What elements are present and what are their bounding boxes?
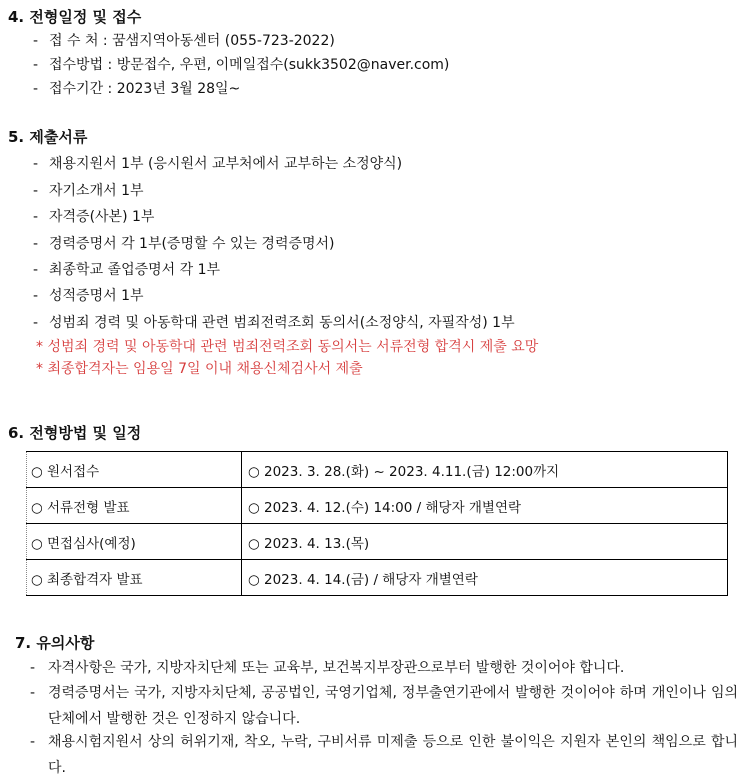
list-item: - 접수방법 : 방문접수, 우편, 이메일접수(sukk3502@naver.com) xyxy=(33,57,450,73)
list-item-text: 자기소개서 1부 xyxy=(49,183,144,199)
list-item: - 접 수 처 : 꿈샘지역아동센터 (055-723-2022) xyxy=(33,33,335,49)
list-item-text: 접수방법 : 방문접수, 우편, 이메일접수(sukk3502@naver.com) xyxy=(49,57,450,73)
list-item: - 성적증명서 1부 xyxy=(33,288,144,304)
note-text: * 최종합격자는 임용일 7일 이내 채용신체검사서 제출 xyxy=(36,361,363,377)
list-item-text: 접 수 처 : 꿈샘지역아동센터 (055-723-2022) xyxy=(49,33,335,49)
table-cell-step: ○ 서류전형 발표 xyxy=(27,488,242,524)
list-item: - 경력증명서는 국가, 지방자치단체, 공공법인, 국영기업체, 정부출연기관에서 발행한 것이어야 하며 개인이나 임의단체에서 발행한 것은 인정하지 않습니다. xyxy=(30,680,738,732)
table-row xyxy=(27,524,728,560)
list-item-text: 성범죄 경력 및 아동학대 관련 범죄전력조회 동의서(소정양식, 자필작성) 1부 xyxy=(49,315,515,331)
list-item-text: 성적증명서 1부 xyxy=(49,288,144,304)
list-item-text: 자격증(사본) 1부 xyxy=(49,209,155,225)
list-item: - 자기소개서 1부 xyxy=(33,183,144,199)
section-7-title: 7. 유의사항 xyxy=(15,634,95,652)
table-cell-step: ○ 원서접수 xyxy=(27,452,242,488)
list-item-text: 채용시험지원서 상의 허위기재, 착오, 누락, 구비서류 미제출 등으로 인한 불이익은 지원자 본인의 책임으로 합니다. xyxy=(48,734,738,776)
section-5-title: 5. 제출서류 xyxy=(8,128,88,146)
table-cell-schedule: ○ 2023. 4. 12.(수) 14:00 / 해당자 개별연락 xyxy=(242,488,728,524)
list-item: - 성범죄 경력 및 아동학대 관련 범죄전력조회 동의서(소정양식, 자필작성) 1부 xyxy=(33,315,515,331)
section-4-title: 4. 전형일정 및 접수 xyxy=(8,8,142,26)
table-cell-schedule: ○ 2023. 3. 28.(화) ~ 2023. 4.11.(금) 12:00까지 xyxy=(242,452,728,488)
table-row xyxy=(27,452,728,488)
table-cell-schedule: ○ 2023. 4. 13.(목) xyxy=(242,524,728,560)
list-item-text: 최종학교 졸업증명서 각 1부 xyxy=(49,262,221,278)
list-item-text: 채용지원서 1부 (응시원서 교부처에서 교부하는 소정양식) xyxy=(49,156,403,172)
list-item: - 최종학교 졸업증명서 각 1부 xyxy=(33,262,221,278)
list-item-text: 경력증명서는 국가, 지방자치단체, 공공법인, 국영기업체, 정부출연기관에서 발행한 것이어야 하며 개인이나 임의단체에서 발행한 것은 인정하지 않습니다. xyxy=(48,685,738,727)
table-cell-schedule: ○ 2023. 4. 14.(금) / 해당자 개별연락 xyxy=(242,560,728,596)
list-item: - 채용지원서 1부 (응시원서 교부처에서 교부하는 소정양식) xyxy=(33,156,403,172)
list-item: - 자격사항은 국가, 지방자치단체 또는 교육부, 보건복지부장관으로부터 발행한 것이어야 합니다. xyxy=(30,655,738,681)
table-cell-step: ○ 최종합격자 발표 xyxy=(27,560,242,596)
list-item-text: 자격사항은 국가, 지방자치단체 또는 교육부, 보건복지부장관으로부터 발행한 것이어야 합니다. xyxy=(48,660,625,676)
section-6-title: 6. 전형방법 및 일정 xyxy=(8,424,142,442)
table-row xyxy=(27,488,728,524)
table-cell-step: ○ 면접심사(예정) xyxy=(27,524,242,560)
table-row xyxy=(27,560,728,596)
list-item: - 채용시험지원서 상의 허위기재, 착오, 누락, 구비서류 미제출 등으로 인한 불이익은 지원자 본인의 책임으로 합니다. xyxy=(30,729,738,781)
list-item: - 자격증(사본) 1부 xyxy=(33,209,155,225)
list-item: - 경력증명서 각 1부(증명할 수 있는 경력증명서) xyxy=(33,236,335,252)
note-text: * 성범죄 경력 및 아동학대 관련 범죄전력조회 동의서는 서류전형 합격시 제출 요망 xyxy=(36,339,539,355)
list-item-text: 접수기간 : 2023년 3월 28일~ xyxy=(49,81,241,97)
list-item-text: 경력증명서 각 1부(증명할 수 있는 경력증명서) xyxy=(49,236,335,252)
schedule-table xyxy=(26,451,728,596)
list-item: - 접수기간 : 2023년 3월 28일~ xyxy=(33,81,241,97)
